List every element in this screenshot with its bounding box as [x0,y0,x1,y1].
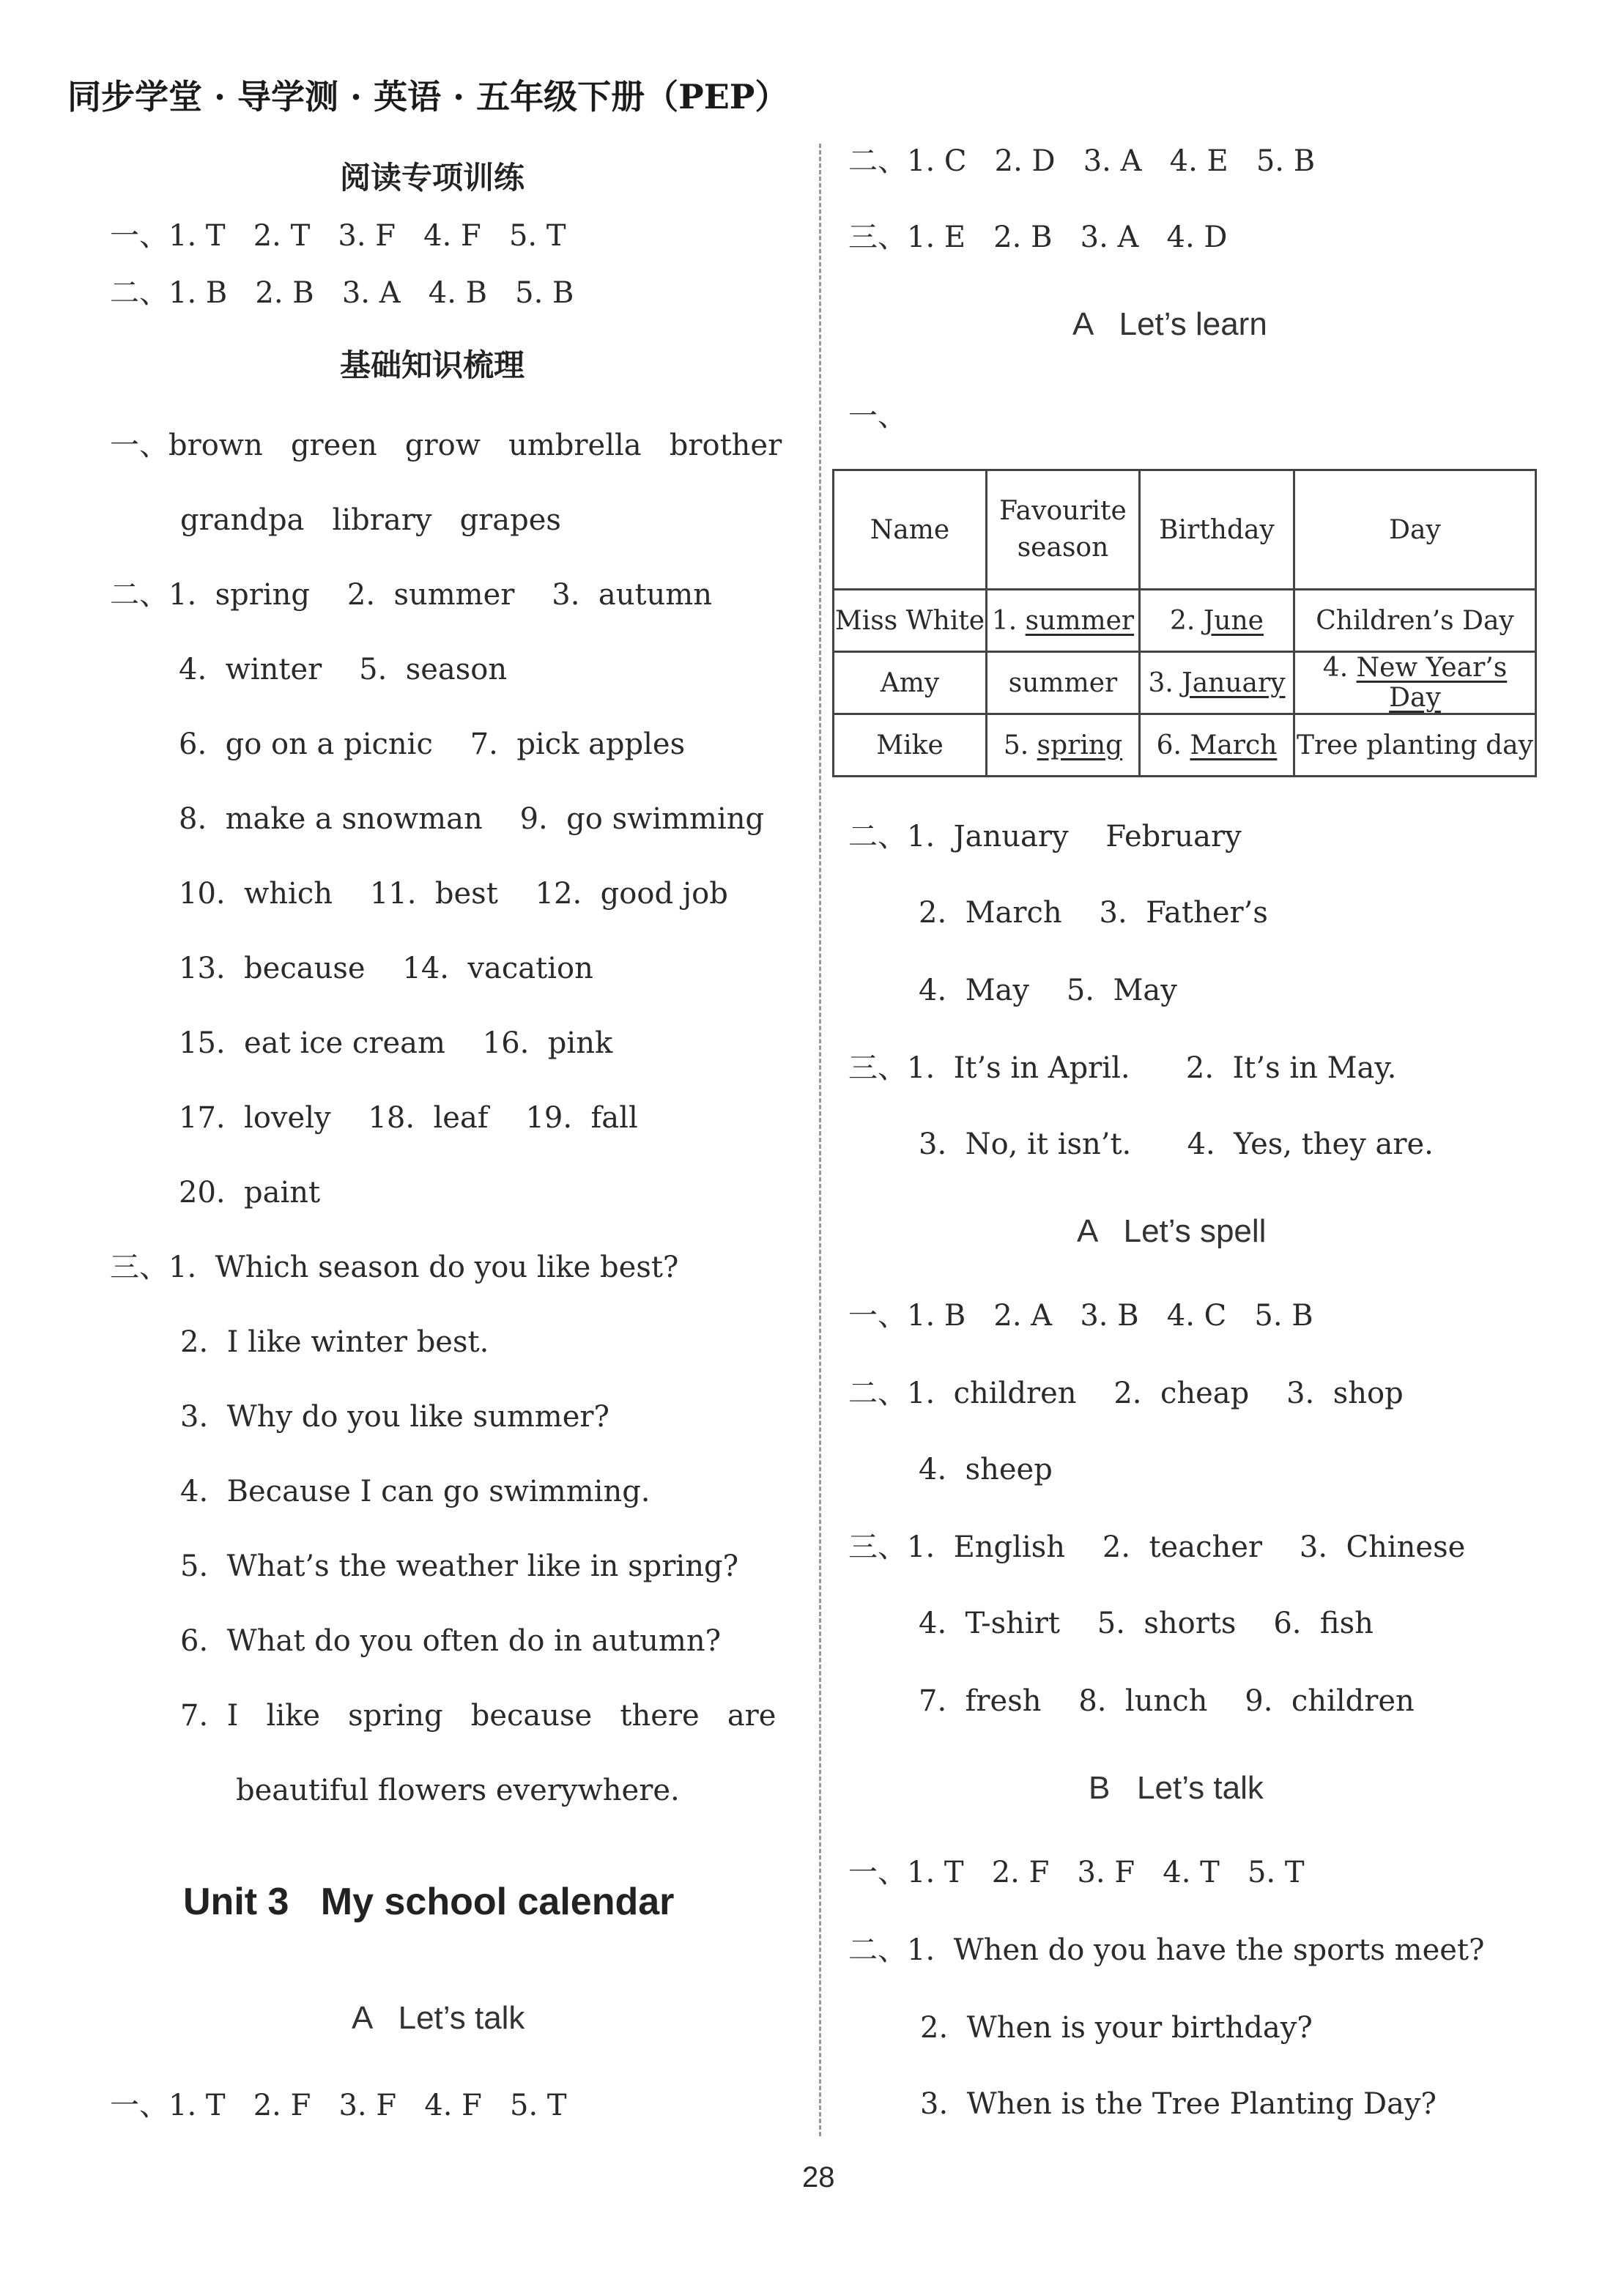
cell-number: 5. [1003,730,1029,760]
cell-name: Amy [834,652,987,714]
answer-line: 一、brown green grow umbrella brother [110,429,782,462]
answer-line: 2. March 3. Father’s [919,896,1268,930]
answer-line: 17. lovely 18. leaf 19. fall [179,1101,638,1135]
answer-line: 4. winter 5. season [179,653,508,686]
cell-answer: summer [1025,605,1135,636]
book-header: 同步学堂 · 导学测 · 英语 · 五年级下册（PEP） [67,77,789,116]
answer-line: 10. which 11. best 12. good job [179,877,728,911]
btalk-section-title: B Let’s talk [1089,1770,1264,1806]
table-row [834,590,1536,652]
answer-line: 7. fresh 8. lunch 9. children [919,1684,1415,1718]
answer-line: 7. I like spring because there are [180,1699,777,1733]
reading-section-title: 阅读专项训练 [340,160,525,196]
table-header-name: Name [834,470,987,590]
table-header-season-line1: Favourite [999,495,1127,526]
answer-line: 三、1. English 2. teacher 3. Chinese [848,1530,1466,1564]
answer-line: 4. May 5. May [919,974,1177,1007]
answer-line: 20. paint [179,1176,321,1210]
basic-section-title: 基础知识梳理 [340,347,525,383]
cell-answer: June [1203,605,1264,636]
answer-line: 3. When is the Tree Planting Day? [920,2087,1437,2121]
question-label: 一、 [848,399,907,433]
table-header-day: Day [1294,470,1536,590]
answer-line: beautiful flowers everywhere. [236,1774,680,1807]
learn-section-title: A Let’s learn [1072,306,1267,342]
answer-line: 6. What do you often do in autumn? [180,1624,722,1658]
answer-line: 15. eat ice cream 16. pink [179,1026,613,1060]
answer-line: 二、1. C 2. D 3. A 4. E 5. B [848,144,1316,178]
answer-line: 3. No, it isn’t. 4. Yes, they are. [919,1127,1434,1161]
answer-line: 3. Why do you like summer? [180,1400,609,1434]
cell-day [1294,590,1536,652]
answer-line: 三、1. Which season do you like best? [110,1251,679,1284]
cell-season [987,590,1140,652]
answer-line: 二、1. spring 2. summer 3. autumn [110,578,712,612]
cell-number: 2. [1170,605,1196,636]
talk-section-title: A Let’s talk [352,2000,525,2036]
table-header-season [987,470,1140,590]
page-number: 28 [802,2161,835,2193]
cell-name: Miss White [834,590,987,652]
answer-line: 4. Because I can go swimming. [180,1475,651,1508]
cell-answer: Tree planting day [1297,730,1533,760]
cell-season [987,652,1140,714]
answer-line: 4. sheep [919,1453,1053,1486]
answer-line: 4. T-shirt 5. shorts 6. fish [919,1607,1374,1640]
cell-answer: spring [1037,730,1123,760]
answer-line: 2. When is your birthday? [920,2011,1313,2045]
table-row [834,652,1536,714]
cell-birthday [1140,714,1294,777]
answer-line: 13. because 14. vacation [179,952,593,985]
cell-name: Mike [834,714,987,777]
cell-answer: New Year’s Day [1356,653,1508,713]
cell-birthday [1140,590,1294,652]
answer-line: 一、1. T 2. T 3. F 4. F 5. T [110,219,566,253]
cell-birthday [1140,652,1294,714]
column-divider [819,144,821,2136]
answer-line: 一、1. T 2. F 3. F 4. T 5. T [848,1856,1305,1889]
answer-line: 一、1. T 2. F 3. F 4. F 5. T [110,2089,567,2122]
cell-answer: January [1182,667,1286,698]
answer-line: 二、1. B 2. B 3. A 4. B 5. B [110,276,574,310]
answer-line: grandpa library grapes [180,503,561,537]
table-header-birthday: Birthday [1140,470,1294,590]
cell-number: 1. [991,605,1018,636]
answer-line: 8. make a snowman 9. go swimming [179,802,765,836]
cell-day [1294,652,1536,714]
answer-line: 6. go on a picnic 7. pick apples [179,727,686,761]
unit-title: Unit 3 My school calendar [183,1881,675,1923]
answer-line: 一、1. B 2. A 3. B 4. C 5. B [848,1299,1313,1333]
answer-line: 2. I like winter best. [180,1325,489,1359]
cell-answer: summer [1008,667,1118,698]
cell-day [1294,714,1536,777]
cell-number: 6. [1156,730,1182,760]
cell-number: 3. [1148,667,1174,698]
answer-line: 二、1. children 2. cheap 3. shop [848,1377,1404,1410]
table-header-row [834,470,1536,590]
table-header-season-line2: season [1017,533,1109,563]
table-row [834,714,1536,777]
cell-season [987,714,1140,777]
answer-line: 5. What’s the weather like in spring? [180,1549,739,1583]
answer-line: 三、1. It’s in April. 2. It’s in May. [848,1051,1397,1085]
cell-answer: Children’s Day [1316,605,1514,636]
cell-number: 4. [1322,653,1349,683]
cell-answer: March [1190,730,1278,760]
answer-line: 三、1. E 2. B 3. A 4. D [848,221,1228,254]
answer-line: 二、1. When do you have the sports meet? [848,1933,1485,1967]
answer-line: 二、1. January February [848,820,1242,853]
spell-section-title: A Let’s spell [1077,1213,1267,1249]
answer-table [832,469,1537,777]
